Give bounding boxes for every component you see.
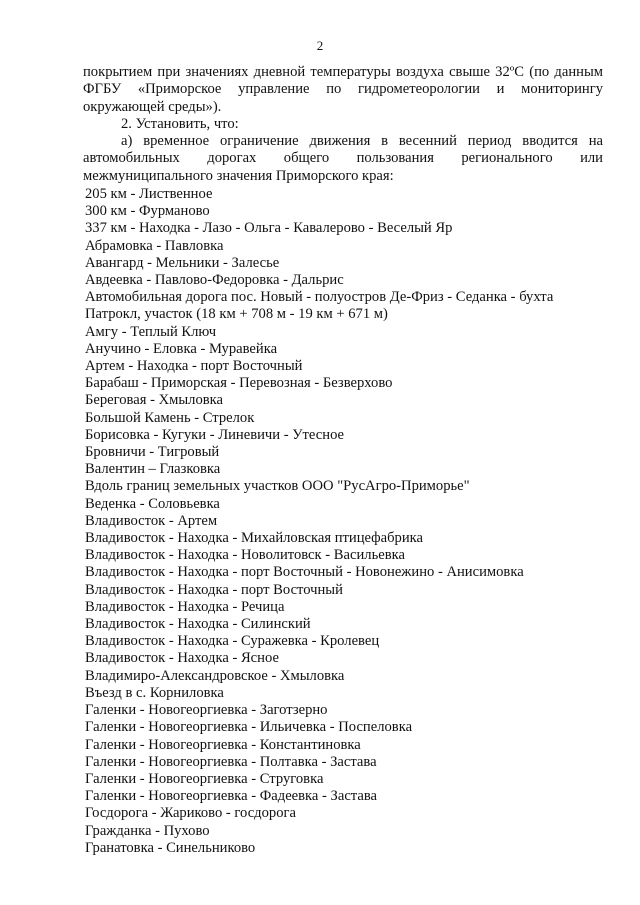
road-list-item: Владивосток - Находка - Новолитовск - Васильевка (85, 547, 405, 564)
road-list-item: Владивосток - Находка - Речица (85, 598, 285, 615)
road-list-item: Владивосток - Находка - порт Восточный - Новонежино - Анисимовка (85, 564, 524, 581)
intro-clause-heading: 2. Установить, что: (121, 115, 239, 132)
road-list-item: Галенки - Новогеоргиевка - Ильичевка - Поспеловка (85, 719, 413, 736)
road-list-item: Барабаш - Приморская - Перевозная - Безверхово (85, 375, 393, 392)
road-list-item: 337 км - Находка - Лазо - Ольга - Кавалерово - Веселый Яр (85, 220, 453, 237)
road-list-item: Владивосток - Находка - порт Восточный (85, 581, 343, 598)
road-list-item: Владивосток - Находка - Силинский (85, 616, 311, 633)
road-list-item: Владимиро-Александровское - Хмыловка (85, 667, 345, 684)
road-list-item: Владивосток - Находка - Михайловская птицефабрика (85, 530, 423, 547)
road-list-item: Амгу - Теплый Ключ (85, 323, 217, 340)
road-list-item: Валентин – Глазковка (85, 461, 221, 478)
road-list-item: Владивосток - Находка - Суражевка - Кролевец (85, 633, 380, 650)
road-list-item: Владивосток - Артем (85, 512, 218, 529)
road-list-item: 300 км - Фурманово (85, 203, 210, 220)
intro-text (83, 64, 603, 185)
road-list-item: Авангард - Мельники - Залесье (85, 254, 280, 271)
road-list-item: Въезд в с. Корниловка (85, 684, 224, 701)
road-list-item: Гражданка - Пухово (85, 822, 210, 839)
road-list-item: Авдеевка - Павлово-Федоровка - Дальрис (85, 272, 344, 289)
road-list-item: Госдорога - Жариково - госдорога (85, 805, 296, 822)
road-list-item: Большой Камень - Стрелок (85, 409, 255, 426)
road-list-item: 205 км - Лиственное (85, 186, 213, 202)
road-list-item: Галенки - Новогеоргиевка - Константиновка (85, 736, 361, 753)
intro-paragraph-continuation: покрытием при значениях дневной температуры воздуха свыше 32ºС (по данным ФГБУ «Приморское управление по гидрометеорологии и мониторингу окружающей среды»). (83, 64, 603, 115)
road-list-item: Галенки - Новогеоргиевка - Заготзерно (85, 702, 328, 719)
road-list-item: Галенки - Новогеоргиевка - Фадеевка - Застава (85, 788, 378, 805)
road-list-item: Абрамовка - Павловка (85, 237, 224, 254)
intro-subclause-a: а) временное ограничение движения в весенний период вводится на автомобильных дорогах общего пользования регионального или межмуниципального значения Приморского края: (83, 133, 603, 184)
road-list-item: Борисовка - Кугуки - Линевичи - Утесное (85, 426, 345, 443)
road-list-item: Веденка - Соловьевка (85, 495, 220, 512)
road-list-item: Артем - Находка - порт Восточный (85, 358, 303, 375)
road-list-item: Галенки - Новогеоргиевка - Струговка (85, 770, 324, 787)
road-list-item: Галенки - Новогеоргиевка - Полтавка - Застава (85, 753, 377, 770)
road-list-item: Гранатовка - Синельниково (85, 839, 256, 856)
road-list-item: Береговая - Хмыловка (85, 392, 223, 409)
road-list-item: Анучино - Еловка - Муравейка (85, 340, 278, 357)
road-list-item: Автомобильная дорога пос. Новый - полуостров Де-Фриз - Седанка - бухта Патрокл, участок (18 км + 708 м - 19 км + 671 м) (85, 289, 554, 323)
road-list-item: Владивосток - Находка - Ясное (85, 650, 279, 667)
page-number: 2 (316, 38, 324, 53)
road-list-item: Вдоль границ земельных участков ООО "РусАгро-Приморье" (85, 478, 470, 495)
road-list (85, 186, 615, 857)
road-list-item: Бровничи - Тигровый (85, 444, 220, 461)
